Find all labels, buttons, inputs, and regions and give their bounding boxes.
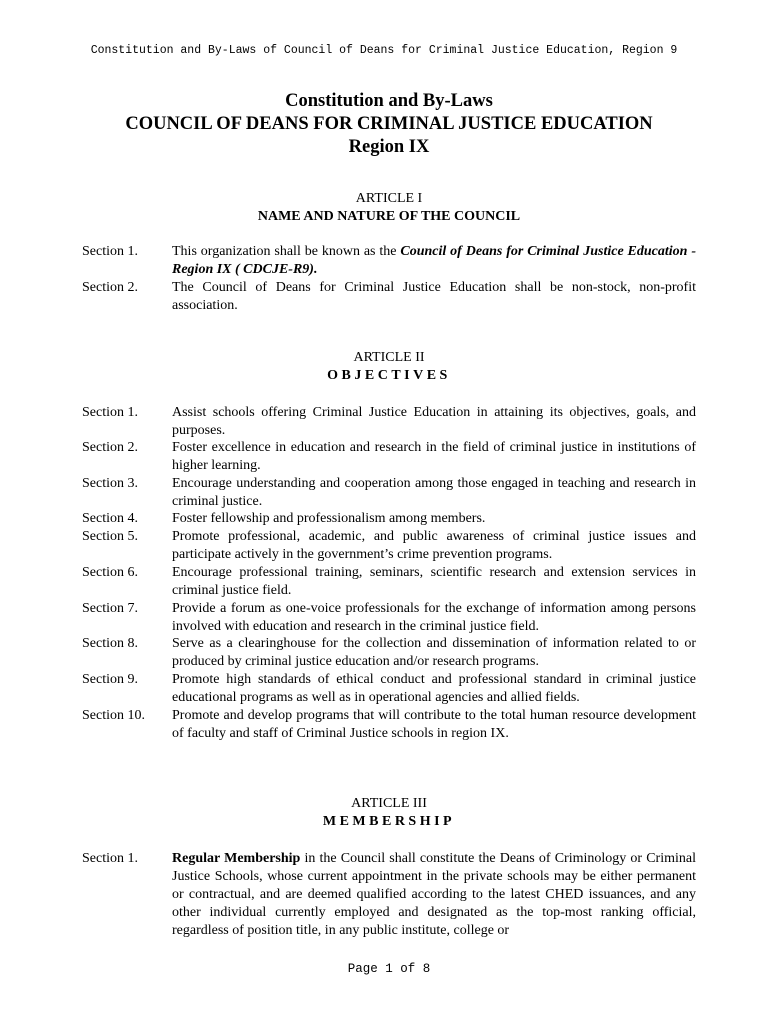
article-2-heading: OBJECTIVES — [327, 368, 451, 383]
article-2-section-7 — [82, 600, 696, 636]
article-2-section-5 — [82, 528, 696, 564]
section-label: Section 1. — [82, 405, 138, 420]
section-label: Section 7. — [82, 601, 138, 616]
regular-membership-term: Regular Membership — [172, 851, 301, 866]
document-title — [0, 90, 768, 159]
article-1-title — [0, 190, 768, 226]
section-label: Section 4. — [82, 511, 138, 526]
article-1-label: ARTICLE I — [355, 191, 423, 206]
section-text: Promote high standards of ethical conduct and professional standard in criminal justice educational programs as well as in operational agencies and allied fields. — [172, 672, 696, 705]
article-2-section-4 — [82, 510, 696, 528]
article-3-title — [0, 795, 768, 831]
article-2-label: ARTICLE II — [353, 350, 425, 365]
section-text: Provide a forum as one-voice professionals for the exchange of information among persons involved with education and research in the criminal justice field. — [172, 601, 696, 634]
article-1-heading: NAME AND NATURE OF THE COUNCIL — [257, 209, 521, 224]
article-2-section-1 — [82, 404, 696, 440]
section-text: Promote and develop programs that will contribute to the total human resource development of faculty and staff of Criminal Justice schools in region IX. — [172, 708, 696, 741]
article-1-section-2 — [82, 279, 696, 315]
section-label: Section 8. — [82, 636, 138, 651]
section-text — [172, 850, 696, 940]
section-text: Serve as a clearinghouse for the collection and dissemination of information related to or produced by criminal justice education and/or research programs. — [172, 636, 696, 669]
section-text-plain: This organization shall be known as the — [172, 244, 401, 259]
article-2-section-3 — [82, 475, 696, 511]
section-label: Section 2. — [82, 280, 138, 295]
article-3-heading: MEMBERSHIP — [322, 814, 456, 829]
section-text: Foster fellowship and professionalism among members. — [172, 511, 486, 526]
section-text: The Council of Deans for Criminal Justice Education shall be non-stock, non-profit association. — [172, 280, 696, 313]
article-2-title — [0, 349, 768, 385]
section-label: Section 10. — [82, 708, 145, 723]
section-label: Section 1. — [82, 851, 138, 866]
running-header: Constitution and By-Laws of Council of Deans for Criminal Justice Education, Region 9 — [90, 44, 678, 57]
article-1-section-1 — [82, 243, 696, 279]
section-label: Section 3. — [82, 476, 138, 491]
section-label: Section 6. — [82, 565, 138, 580]
title-line-3: Region IX — [348, 137, 430, 157]
article-2-section-2 — [82, 439, 696, 475]
article-2-section-10 — [82, 707, 696, 743]
section-text: Assist schools offering Criminal Justice Education in attaining its objectives, goals, and purposes. — [172, 405, 696, 438]
title-line-1: Constitution and By-Laws — [285, 91, 493, 111]
article-2-section-9 — [82, 671, 696, 707]
section-label: Section 5. — [82, 529, 138, 544]
section-text: Foster excellence in education and research in the field of criminal justice in institutions of higher learning. — [172, 440, 696, 473]
section-label: Section 2. — [82, 440, 138, 455]
article-2-section-8 — [82, 635, 696, 671]
article-3-label: ARTICLE III — [351, 796, 427, 811]
section-label: Section 1. — [82, 244, 138, 259]
section-label: Section 9. — [82, 672, 138, 687]
section-text: Encourage understanding and cooperation among those engaged in teaching and research in criminal justice. — [172, 476, 696, 509]
section-text: Promote professional, academic, and public awareness of criminal justice issues and participate actively in the government’s crime prevention programs. — [172, 529, 696, 562]
section-text — [172, 243, 696, 279]
section-text: Encourage professional training, seminars, scientific research and extension services in criminal justice field. — [172, 565, 696, 598]
title-line-2: COUNCIL OF DEANS FOR CRIMINAL JUSTICE EDUCATION — [125, 114, 653, 134]
page-number: Page 1 of 8 — [347, 962, 431, 976]
article-3-section-1 — [82, 850, 696, 940]
council-name-emphasis: Council of Deans for Criminal Justice Education - Region IX ( CDCJE-R9). — [172, 244, 697, 277]
article-2-section-6 — [82, 564, 696, 600]
section-text-plain: in the Council shall constitute the Deans of Criminology or Criminal Justice Schools, whose current appointment in the private schools may be either permanent or contractual, and are deemed qualified according to the latest CHED issuances, and any other individual currently employed and designated as the top-most ranking official, regardless of position title, in any public institute, college or — [172, 851, 696, 938]
